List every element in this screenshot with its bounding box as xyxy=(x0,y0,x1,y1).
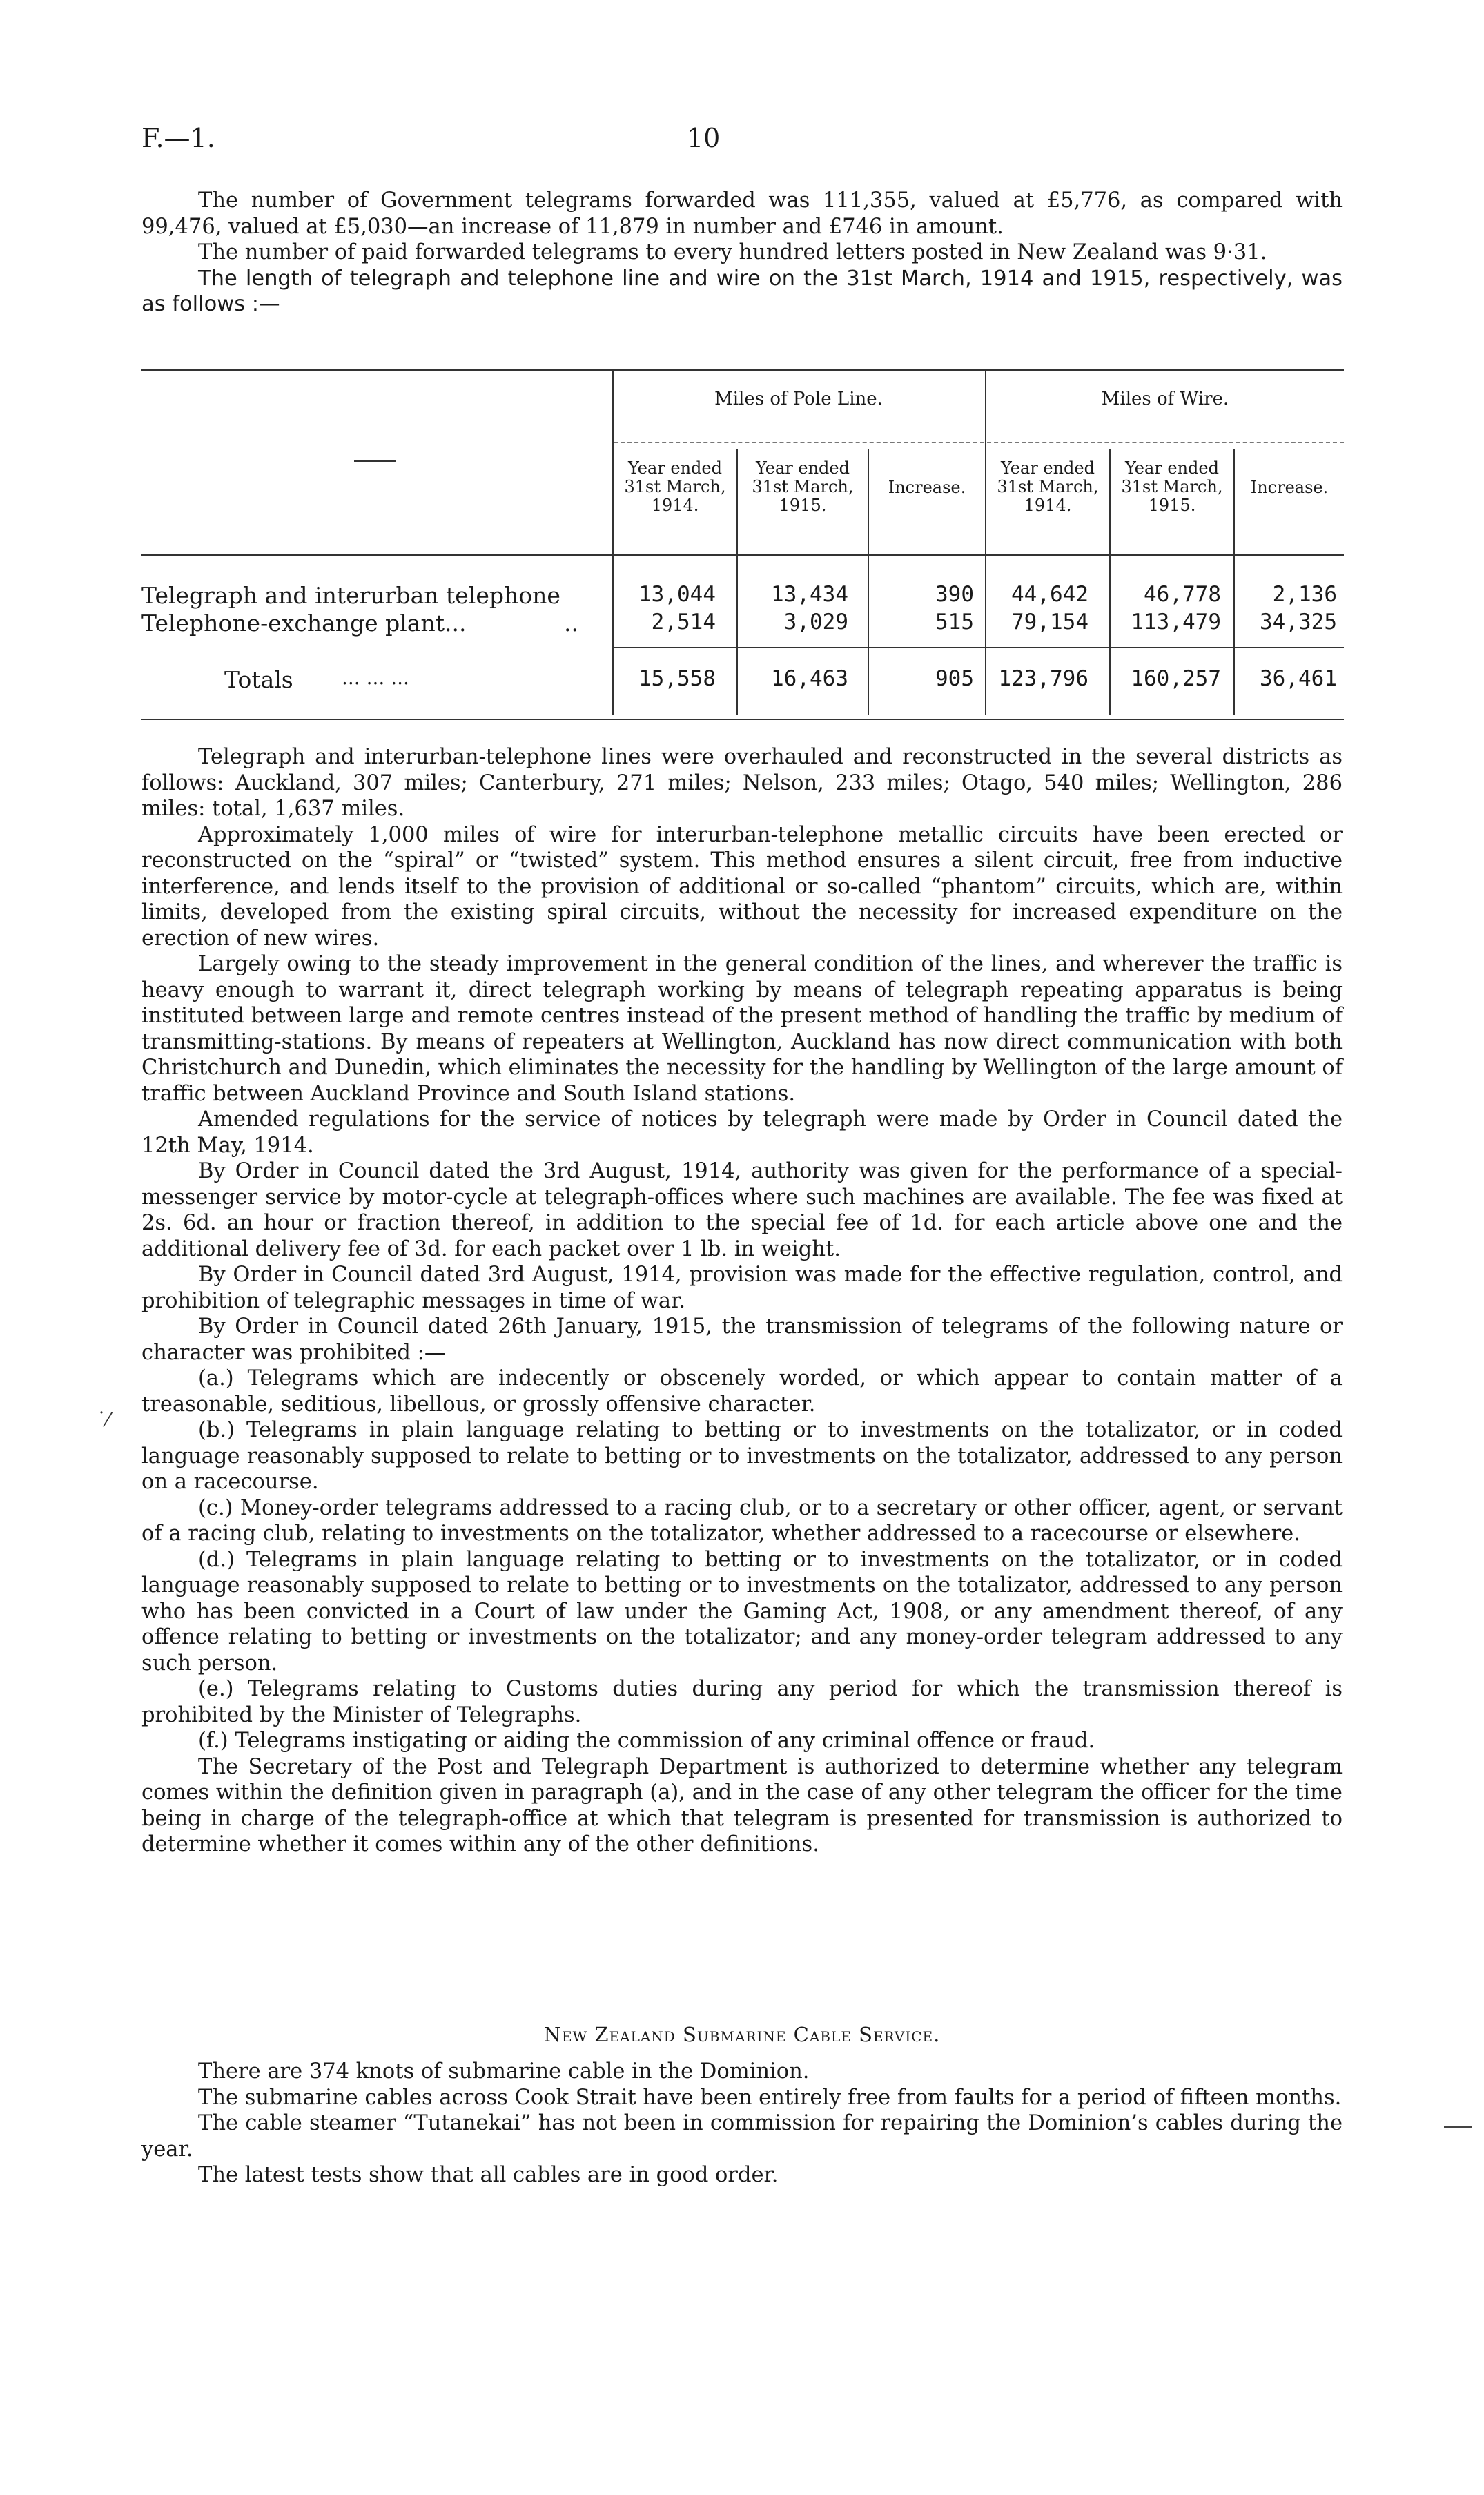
table-top-rule xyxy=(141,369,1344,371)
row-label-telegraph: Telegraph and interurban telephone xyxy=(141,582,560,609)
paragraph-line-length-intro: The length of telegraph and telephone line and wire on the 31st March, 1914 and 1915, respectively, was as follows :— xyxy=(141,266,1343,316)
cell-r2-pole-1914: 2,514 xyxy=(651,610,716,634)
clause-e: (e.) Telegrams relating to Customs duties during any period for which the transmission thereof is prohibited by the Minister of Telegraphs. xyxy=(141,1677,1343,1727)
col-header-pole-1914: Year ended 31st March, 1914. xyxy=(624,458,726,515)
cable-section xyxy=(141,2059,1343,2188)
cell-r2-wire-1915: 113,479 xyxy=(1131,610,1221,634)
document-code: F.—1. xyxy=(141,123,215,153)
cell-total-wire-increase: 36,461 xyxy=(1260,666,1337,691)
cell-r2-pole-1915: 3,029 xyxy=(783,610,848,634)
totals-label: Totals xyxy=(224,666,293,693)
paragraph-cable-knots: There are 374 knots of submarine cable in the Dominion. xyxy=(198,2059,810,2084)
intro-section xyxy=(141,188,1343,318)
paragraph-secretary-authority: The Secretary of the Post and Telegraph Department is authorized to determine whether any telegram comes within the definition given in paragraph (a), and in the case of any other telegram the officer for the time being in charge of the telegraph-office at which that telegram is presented for transmission is authorized to determine whether it comes within any of the other definitions. xyxy=(141,1754,1343,1856)
margin-dash xyxy=(1444,2126,1472,2128)
clause-b: (b.) Telegrams in plain language relating to betting or to investments on the totalizator, or in coded language reasonably supposed to relate to betting or to investments on the totalizator, addressed to any person on a racecourse. xyxy=(141,1418,1343,1494)
totals-leader: ... ... ... xyxy=(342,666,409,689)
row-label-exchange: Telephone-exchange plant... xyxy=(141,610,467,637)
cell-r1-pole-1915: 13,434 xyxy=(771,582,848,607)
cell-r2-wire-1914: 79,154 xyxy=(1011,610,1088,634)
paragraph-tutanekai: The cable steamer “Tutanekai” has not been in commission for repairing the Dominion’s cables during the year. xyxy=(141,2111,1343,2162)
table-vline xyxy=(985,369,986,715)
col-header-wire-1914: Year ended 31st March, 1914. xyxy=(997,458,1099,515)
group-header-rule xyxy=(614,442,1344,443)
cell-r1-wire-increase: 2,136 xyxy=(1272,582,1337,607)
cell-r1-wire-1914: 44,642 xyxy=(1011,582,1088,607)
col-header-pole-1915: Year ended 31st March, 1915. xyxy=(752,458,854,515)
section-heading-cable-service: New Zealand Submarine Cable Service. xyxy=(543,2023,941,2046)
paragraph-war-regulation: By Order in Council dated 3rd August, 1914, provision was made for the effective regulation, control, and prohibition of telegraphic messages in time of war. xyxy=(141,1263,1343,1313)
cell-total-pole-1915: 16,463 xyxy=(771,666,848,691)
paragraph-cook-strait: The submarine cables across Cook Strait have been entirely free from faults for a period of fifteen months. xyxy=(198,2085,1342,2110)
paragraph-amended-regulations: Amended regulations for the service of notices by telegraph were made by Order in Council dated the 12th May, 1914. xyxy=(141,1107,1343,1158)
col-header-wire-1915: Year ended 31st March, 1915. xyxy=(1121,458,1223,515)
paragraph-prohibited-intro: By Order in Council dated 26th January, 1915, the transmission of telegrams of the following nature or character was prohibited :— xyxy=(141,1314,1343,1365)
header-bottom-rule xyxy=(141,554,1344,556)
clause-f: (f.) Telegrams instigating or aiding the commission of any criminal offence or fraud. xyxy=(198,1729,1095,1753)
table-vline xyxy=(612,369,614,715)
paragraph-special-messenger: By Order in Council dated the 3rd August, 1914, authority was given for the performance of a special-messenger service by motor-cycle at telegraph-offices where such machines are available. The fee was fixed at 2s. 6d. an hour or fraction thereof, in addition to the special fee of 1d. for each article above one and the additional delivery fee of 3d. for each packet over 1 lb. in weight. xyxy=(141,1159,1343,1261)
col-header-wire-increase: Increase. xyxy=(1250,478,1329,497)
body-section xyxy=(141,744,1343,1858)
clause-a: (a.) Telegrams which are indecently or obscenely worded, or which appear to contain matter of a treasonable, seditious, libellous, or grossly offensive character. xyxy=(141,1366,1343,1417)
paragraph-overhaul: Telegraph and interurban-telephone lines were overhauled and reconstructed in the several districts as follows: Auckland, 307 miles; Canterbury, 271 miles; Nelson, 233 miles; Otago, 540 miles; Wellington, 286 miles: total, 1,637 miles. xyxy=(141,745,1343,821)
group-header-wire: Miles of Wire. xyxy=(1101,389,1229,409)
page-number: 10 xyxy=(687,123,721,153)
line-wire-table xyxy=(141,369,1344,732)
cell-r2-pole-increase: 515 xyxy=(935,610,974,634)
cell-r1-pole-increase: 390 xyxy=(935,582,974,607)
cell-total-pole-1914: 15,558 xyxy=(638,666,716,691)
cell-r2-wire-increase: 34,325 xyxy=(1260,610,1337,634)
paragraph-spiral-circuits: Approximately 1,000 miles of wire for interurban-telephone metallic circuits have been erected or reconstructed on the “spiral” or “twisted” system. This method ensures a silent circuit, free from inductive interference, and lends itself to the provision of additional or so-called “phantom” circuits, which are, within limits, developed from the existing spiral circuits, without the necessity for increased expenditure on the erection of new wires. xyxy=(141,822,1343,951)
paragraph-paid-telegrams: The number of paid forwarded telegrams to every hundred letters posted in New Zealand was 9·31. xyxy=(198,240,1267,264)
cell-r1-wire-1915: 46,778 xyxy=(1144,582,1221,607)
paragraph-latest-tests: The latest tests show that all cables are in good order. xyxy=(198,2163,779,2187)
col-header-pole-increase: Increase. xyxy=(888,478,966,497)
group-header-pole-line: Miles of Pole Line. xyxy=(714,389,883,409)
row-leader-exchange: .. xyxy=(564,610,578,637)
cell-r1-pole-1914: 13,044 xyxy=(638,582,716,607)
stub-header-dash xyxy=(354,460,396,462)
table-bottom-rule xyxy=(141,719,1344,720)
cell-total-wire-1914: 123,796 xyxy=(998,666,1088,691)
totals-top-rule xyxy=(614,647,1344,648)
cell-total-wire-1915: 160,257 xyxy=(1131,666,1221,691)
clause-c: (c.) Money-order telegrams addressed to a racing club, or to a secretary or other officer, agent, or servant of a racing club, relating to investments on the totalizator, whether addressed to a racecourse or elsewhere. xyxy=(141,1495,1343,1546)
paragraph-repeaters: Largely owing to the steady improvement in the general condition of the lines, and wherever the traffic is heavy enough to warrant it, direct telegraph working by means of telegraph repeating apparatus is being instituted between large and remote centres instead of the present method of handling the traffic by medium of transmitting-stations. By means of repeaters at Wellington, Auckland has now direct communication with both Christchurch and Dunedin, which eliminates the necessity for the handling by Wellington of the large amount of traffic between Auckland Province and South Island stations. xyxy=(141,952,1343,1106)
margin-mark: ˙⁄ xyxy=(97,1408,110,1431)
clause-d: (d.) Telegrams in plain language relating to betting or to investments on the totalizator, or in coded language reasonably supposed to relate to betting or to investments on the totalizator, addressed to any person who has been convicted in a Court of law under the Gaming Act, 1908, or any amendment thereof, of any offence relating to betting or investments on the totalizator; and any money-order telegram addressed to any such person. xyxy=(141,1547,1343,1676)
paragraph-government-telegrams: The number of Government telegrams forwarded was 111,355, valued at £5,776, as compared with 99,476, valued at £5,030—an increase of 11,879 in number and £746 in amount. xyxy=(141,188,1343,239)
cell-total-pole-increase: 905 xyxy=(935,666,974,691)
